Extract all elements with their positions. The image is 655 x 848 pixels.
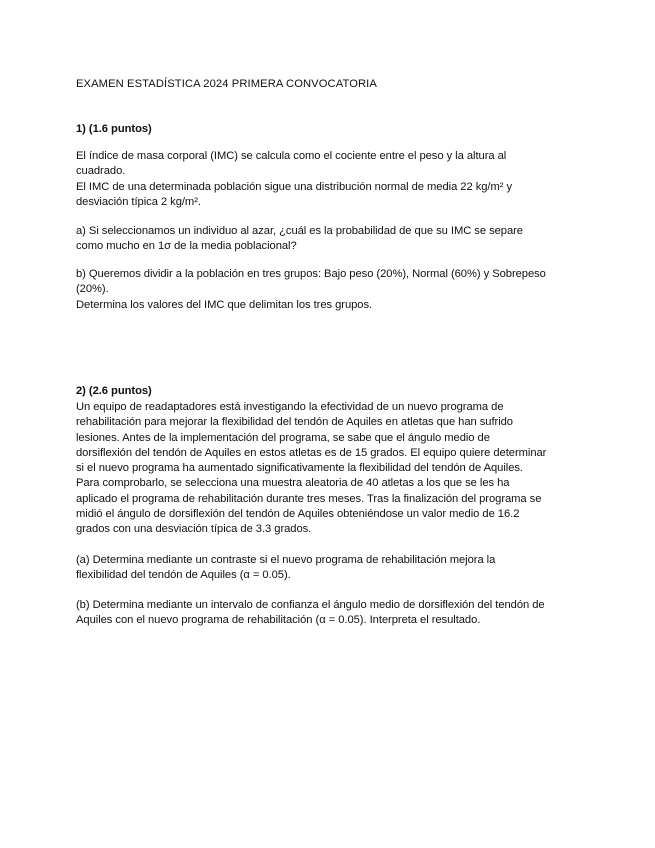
question-2-heading-text: 2) (2.6 puntos) xyxy=(76,385,152,397)
question-1-intro xyxy=(76,149,581,210)
question-2-part-a xyxy=(76,553,581,584)
question-2-part-a-text: (a) Determina mediante un contraste si el nuevo programa de rehabilitación mejora la flexibilidad del tendón de Aquiles (α = 0.05). xyxy=(76,554,496,582)
question-2-body-text: Un equipo de readaptadores está investigando la efectividad de un nuevo programa de rehabilitación para mejorar la flexibilidad del tendón de Aquiles en atletas que han sufrido lesiones. Antes de la implementación del programa, se sabe que el ángulo medio de dorsiflexión del tendón de Aquiles en estos atletas es de 15 grados. El equipo quiere determinar si el nuevo programa ha aumentado significativamente la flexibilidad del tendón de Aquiles. Para comprobarlo, se selecciona una muestra aleatoria de 40 atletas a los que se les ha aplicado el programa de rehabilitación durante tres meses. Tras la finalización del programa se midió el ángulo de dorsiflexión del tendón de Aquiles obteniéndose un valor medio de 16.2 grados con una desviación típica de 3.3 grados. xyxy=(76,401,547,536)
question-2-part-b xyxy=(76,598,581,629)
document-title xyxy=(76,77,581,92)
question-1-heading-text: 1) (1.6 puntos) xyxy=(76,123,152,135)
question-1-intro-text: El índice de masa corporal (IMC) se calcula como el cociente entre el peso y la altura al cuadrado. El IMC de una determinada población sigue una distribución normal de media 22 kg/m² y desviación típica 2 kg/m². xyxy=(76,150,513,208)
question-1-part-b-text: b) Queremos dividir a la población en tres grupos: Bajo peso (20%), Normal (60%) y Sobrepeso (20%). Determina los valores del IMC que delimitan los tres grupos. xyxy=(76,268,546,311)
question-1-part-b xyxy=(76,267,581,313)
question-2-body xyxy=(76,400,581,538)
question-1-part-a xyxy=(76,224,581,255)
question-2-part-b-text: (b) Determina mediante un intervalo de confianza el ángulo medio de dorsiflexión del tendón de Aquiles con el nuevo programa de rehabilitación (α = 0.05). Interpreta el resultado. xyxy=(76,599,545,627)
document-title-text: EXAMEN ESTADÍSTICA 2024 PRIMERA CONVOCATORIA xyxy=(76,78,377,90)
question-2-heading xyxy=(76,384,581,399)
question-1-part-a-text: a) Si seleccionamos un individuo al azar, ¿cuál es la probabilidad de que su IMC se separe como mucho en 1σ de la media poblacional? xyxy=(76,225,523,253)
question-1-heading xyxy=(76,122,581,137)
